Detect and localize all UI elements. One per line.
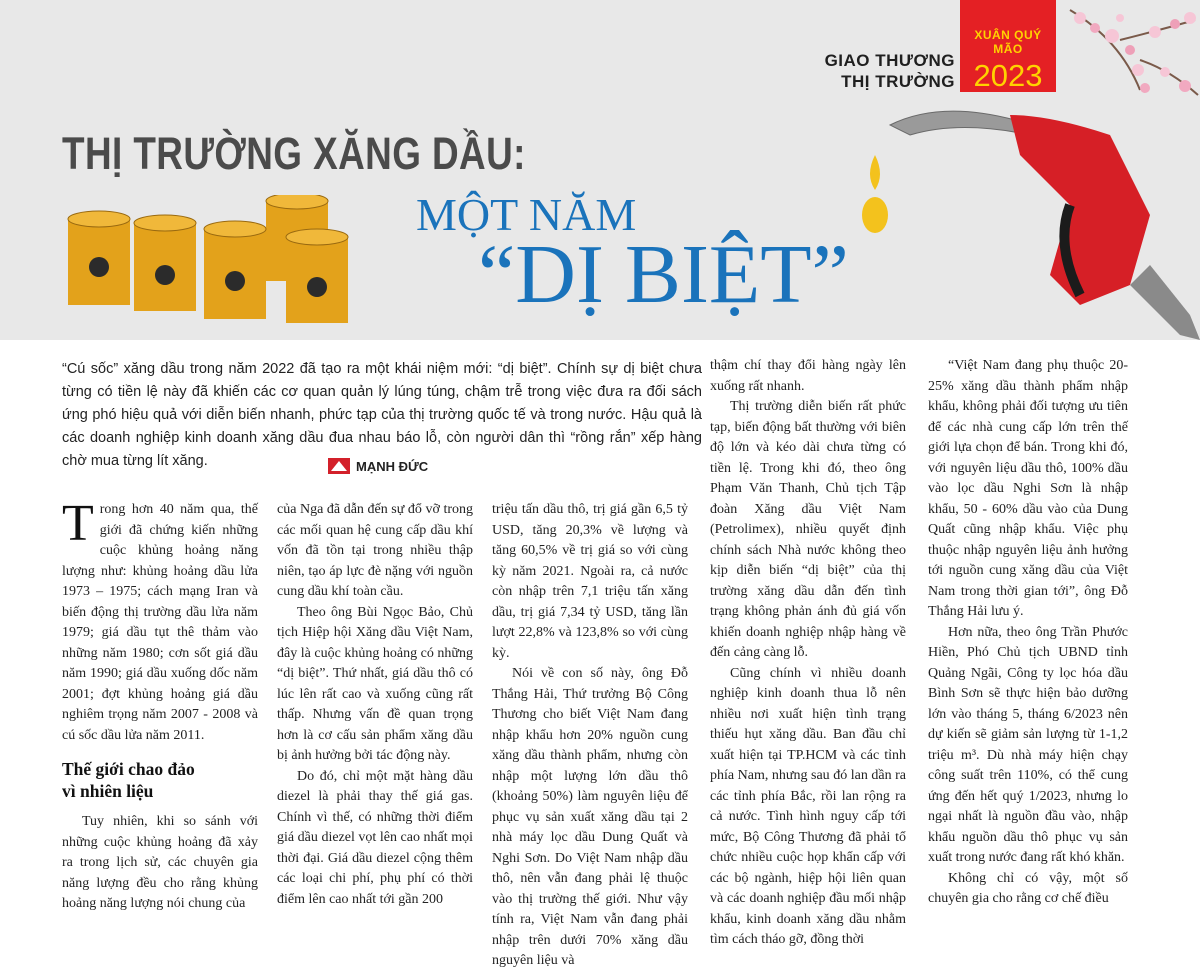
subheading — [62, 758, 258, 802]
headline-line1: THỊ TRƯỜNG XĂNG DẦU: — [62, 128, 526, 179]
col5-paragraph-3: Không chỉ có vậy, một số chuyên gia cho rằng cơ chế điều — [928, 870, 1128, 906]
col3-paragraph-1: triệu tấn dầu thô, trị giá gần 6,5 tỷ USD, tăng 20,3% về lượng và tăng 60,5% về trị giá so với cùng kỳ năm 2021. Ngoài ra, cả nước còn nhập trên 7,1 triệu tấn xăng dầu, trị giá 7,34 tỷ USD, tăng lần lượt 22,8% và 123,8% so với cùng kỳ. — [492, 502, 688, 661]
section-label — [825, 50, 955, 92]
barrel — [204, 221, 266, 319]
column-4 — [710, 356, 906, 951]
badge-year-text: 2023 — [973, 58, 1043, 93]
col4-paragraph-1: thậm chí thay đổi hàng ngày lên xuống rất nhanh. — [710, 358, 906, 394]
headline-line2: MỘT NĂM — [416, 189, 637, 240]
col5-paragraph-1: “Việt Nam đang phụ thuộc 20-25% xăng dầu thành phẩm nhập khẩu, không phải đối tượng ưu tiên để các nhà cung cấp lớn trên thế giới lựa chọn để bán. Trong khi đó, với nguyên liệu dầu thô, 100% dầu vào lọc dầu Nghi Sơn là nhập khẩu, 50 - 60% dầu vào của Dung Quất cũng nhập khẩu. Việc phụ thuộc nhập nguyên liệu ảnh hưởng tới nguồn cung xăng dầu của Việt Nam trong thời gian tới”, ông Đỗ Thắng Hải lưu ý. — [928, 358, 1128, 619]
col2-paragraph-2: Theo ông Bùi Ngọc Bảo, Chủ tịch Hiệp hội Xăng dầu Việt Nam, đây là cuộc khủng hoảng có những “dị biệt”. Thứ nhất, giá dầu thô có lúc lên rất cao và xuống cũng rất thấp. Nhưng vấn đề quan trọng hơn là cơ cấu sản phẩm xăng dầu bị ảnh hưởng bởi tác động này. — [277, 604, 473, 763]
col4-paragraph-3: Cũng chính vì nhiều doanh nghiệp kinh doanh thua lỗ nên nhiều nơi xuất hiện tình trạng thiếu hụt xăng dầu. Ban đầu chỉ xuất hiện tại TP.HCM và các tỉnh phía Nam, nhưng sau đó lan dần ra các tỉnh phía Bắc, rồi lan rộng ra cả nước. Tình hình nguy cấp tới mức, Bộ Công Thương đã phải tổ chức nhiều cuộc họp khẩn cấp với các bộ ngành, hiệp hội liên quan và các doanh nghiệp đầu mối nhập khẩu, kinh doanh xăng dầu nhằm tìm cách tháo gỡ, đồng thời — [710, 665, 906, 947]
hero-banner — [0, 0, 1200, 340]
column-1 — [62, 495, 258, 915]
author-name: MẠNH ĐỨC — [356, 458, 429, 474]
barrels-illustration — [60, 195, 390, 325]
column-5 — [928, 356, 1128, 910]
barrel — [286, 229, 348, 323]
cherry-blossom-illustration — [1060, 0, 1200, 110]
section-line1: GIAO THƯƠNG — [824, 51, 955, 70]
col4-paragraph-2: Thị trường diễn biến rất phức tạp, biến động bất thường với biên độ lớn và kéo dài chưa từng có tiền lệ. Trong khi đó, theo ông Phạm Văn Thanh, Chủ tịch Tập đoàn Xăng dầu Việt Nam (Petrolimex), nhiều quyết định chính sách Nhà nước không theo kịp diễn biến “dị biệt” của thị trường xăng dầu dẫn đến tình trạng không phản ánh đủ giá vốn khiến doanh nghiệp nhập hàng về đến cảng càng lỗ. — [710, 399, 906, 660]
subheading-line2: vì nhiên liệu — [62, 781, 154, 801]
column-2 — [277, 500, 473, 910]
byline — [328, 458, 428, 474]
col2-paragraph-1: của Nga đã dẫn đến sự đổ vỡ trong các mối quan hệ cung cấp dầu khí vốn đã tồn tại trong nhiều thập niên, tạo áp lực đè nặng với nguồn cung dầu khí toàn cầu. — [277, 502, 473, 599]
col5-paragraph-2: Hơn nữa, theo ông Trần Phước Hiền, Phó Chủ tịch UBND tỉnh Quảng Ngãi, Công ty lọc hóa dầu Bình Sơn sẽ thực hiện bảo dưỡng lớn vào tháng 5, tháng 6/2023 nên dự kiến sẽ giảm sản lượng từ 1-1,2 triệu m³. Dù nhà máy hiện chạy công suất trên 110%, có thể cung ứng đến hết quý 1/2023, nhưng lo ngại nhất là nguồn đầu vào, nhập khẩu nguồn dầu thô phục vụ sản xuất trong nước đang rất khó khăn. — [928, 624, 1128, 865]
col1-paragraph-2: Tuy nhiên, khi so sánh với những cuộc khủng hoảng đã xảy ra trong lịch sử, các chuyên gia năng lượng đều cho rằng khủng hoảng năng lượng nói chung của — [62, 814, 258, 911]
section-line2: THỊ TRƯỜNG — [841, 72, 955, 91]
col1-paragraph-1: rong hơn 40 năm qua, thế giới đã chứng kiến những cuộc khủng hoảng năng lượng như: khủng hoảng dầu lửa 1973 – 1975; cách mạng Iran và biến động thị trường dầu lửa năm 1979; giá dầu tụt thê thảm vào những năm 1980; cơn sốt giá dầu năm 1990; giá dầu xuống dốc năm 2001; đợt khủng hoảng giá dầu nghiêm trọng năm 2007 - 2008 và cú sốc dầu lửa năm 2011. — [62, 502, 258, 743]
column-3 — [492, 500, 688, 972]
fuel-pump-nozzle-illustration — [850, 95, 1200, 340]
dropcap: T — [62, 495, 94, 552]
barrel — [134, 215, 196, 311]
badge-top-text: XUÂN QUÝ MÃO — [974, 28, 1042, 56]
col3-paragraph-2: Nói về con số này, ông Đỗ Thắng Hải, Thứ trưởng Bộ Công Thương cho biết Việt Nam đang nhập khẩu hơn 20% nguồn cung xăng dầu thành phẩm, nhưng còn nhập một lượng lớn dầu thô (khoảng 50%) làm nguyên liệu để phục vụ sản xuất xăng dầu tại 2 nhà máy lọc dầu Dung Quất và Nghi Sơn. Do Việt Nam nhập dầu thô, nên vẫn đang phải lệ thuộc vào thị trường thế giới. Như vậy tính ra, Việt Nam vẫn đang phải nhập trên dưới 70% xăng dầu nguyên liệu và — [492, 666, 688, 968]
barrel — [68, 211, 130, 305]
headline-line3: “DỊ BIỆT” — [478, 228, 849, 321]
col2-paragraph-3: Do đó, chỉ một mặt hàng dầu diezel là phải thay thế giá gas. Chính vì thế, có những thời điểm giá dầu diezel vọt lên cao nhất mọi thời đại. Giá dầu diezel cộng thêm các loại chi phí, phụ phí có thời điểm lên cao nhất tới gần 200 — [277, 768, 473, 907]
subheading-line1: Thế giới chao đảo — [62, 759, 195, 779]
author-logo-icon — [328, 458, 350, 474]
intro-paragraph: “Cú sốc” xăng dầu trong năm 2022 đã tạo ra một khái niệm mới: “dị biệt”. Chính sự dị biệt chưa từng có tiền lệ này đã khiến các cơ quan quản lý lúng túng, chậm trễ trong việc đưa ra đối sách ứng phó hiệu quả với diễn biến nhanh, phức tạp của thị trường quốc tế và trong nước. Hậu quả là các doanh nghiệp kinh doanh xăng dầu đua nhau báo lỗ, còn người dân thì “rồng rắn” xếp hàng chờ mua từng lít xăng. — [62, 361, 702, 469]
tet-badge — [960, 0, 1056, 92]
